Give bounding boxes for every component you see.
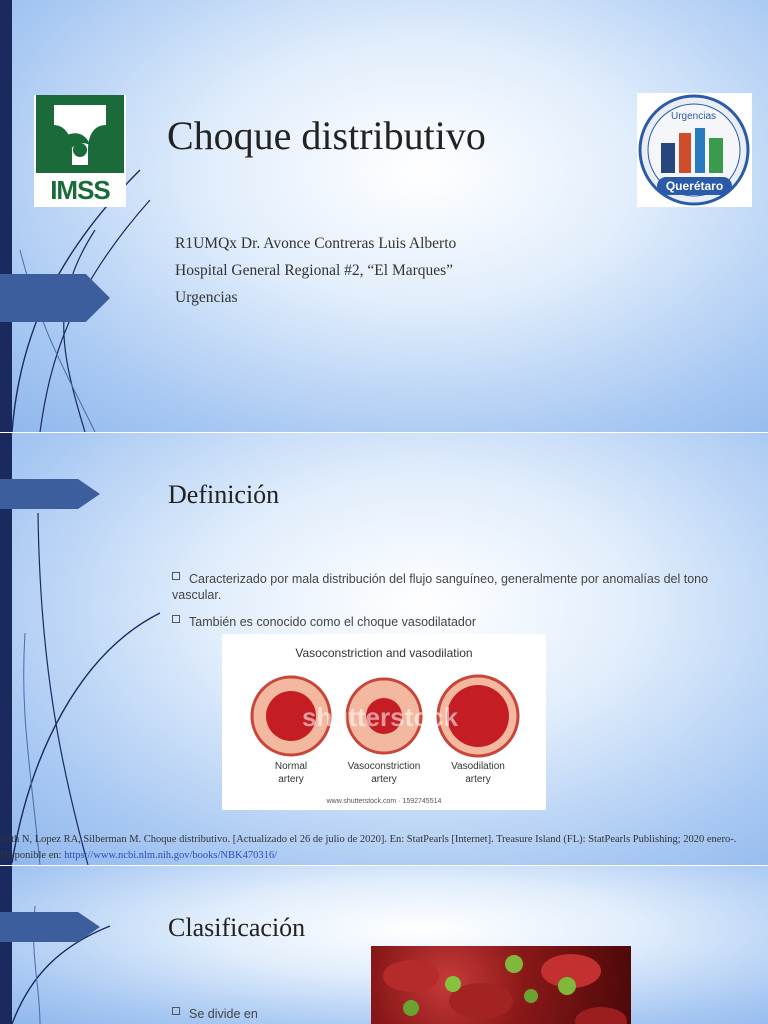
department-line: Urgencias [175, 289, 238, 306]
slide-classification [0, 866, 768, 1024]
figure-credit: www.shutterstock.com · 1592745514 [326, 798, 442, 805]
citation-link[interactable]: https://www.ncbi.nlm.nih.gov/books/NBK470316/ [64, 850, 277, 861]
bullet-item: Se divide en [172, 1006, 372, 1022]
artery-label-normal: Normal artery [274, 761, 308, 785]
slide-title [0, 0, 768, 432]
logo-queretaro-text: Querétaro [665, 179, 724, 193]
bullet-square-icon [172, 1007, 180, 1015]
imss-logo [34, 95, 126, 207]
citation: mith N, Lopez RA, Silberman M. Choque distributivo. [Actualizado el 26 de julio de 2020]. En: StatPearls [Internet]. Treasure Island (FL): StatPearls Publishing; 2020 enero-. Disponible en: https://www.ncbi.nlm.nih.gov/books/NBK470316/ [0, 834, 737, 861]
hospital-line: Hospital General Regional #2, “El Marques” [175, 262, 454, 279]
imss-logo-text: IMSS [50, 175, 110, 205]
slide-definition [0, 433, 768, 865]
artery-label-vasoconstriction: Vasoconstriction artery [347, 761, 421, 785]
author-line: R1UMQx Dr. Avonce Contreras Luis Alberto [175, 235, 457, 252]
blood-cells-illustration [371, 946, 631, 1024]
urgencias-queretaro-logo [637, 93, 752, 207]
decorative-curves [0, 866, 200, 1024]
slide-title-text: Clasificación [168, 913, 306, 942]
figure-heading: Vasoconstriction and vasodilation [295, 646, 473, 660]
decorative-curves [0, 0, 200, 432]
bullet-square-icon [172, 615, 180, 623]
bullet-item: Caracterizado por mala distribución del flujo sanguíneo, generalmente por anomalías del tono vascular. [172, 572, 709, 602]
slide-title-text: Definición [168, 480, 280, 509]
bullet-item: También es conocido como el choque vasodilatador [172, 614, 712, 630]
vasoconstriction-figure [222, 634, 546, 810]
bullet-square-icon [172, 572, 180, 580]
blood-cells-photo [371, 946, 631, 1024]
logo-urgencias-text: Urgencias [671, 111, 717, 122]
figure-watermark: shutterstock [302, 702, 459, 732]
slide-title-text: Choque distributivo [167, 113, 486, 158]
artery-label-vasodilation: Vasodilation artery [451, 761, 505, 785]
